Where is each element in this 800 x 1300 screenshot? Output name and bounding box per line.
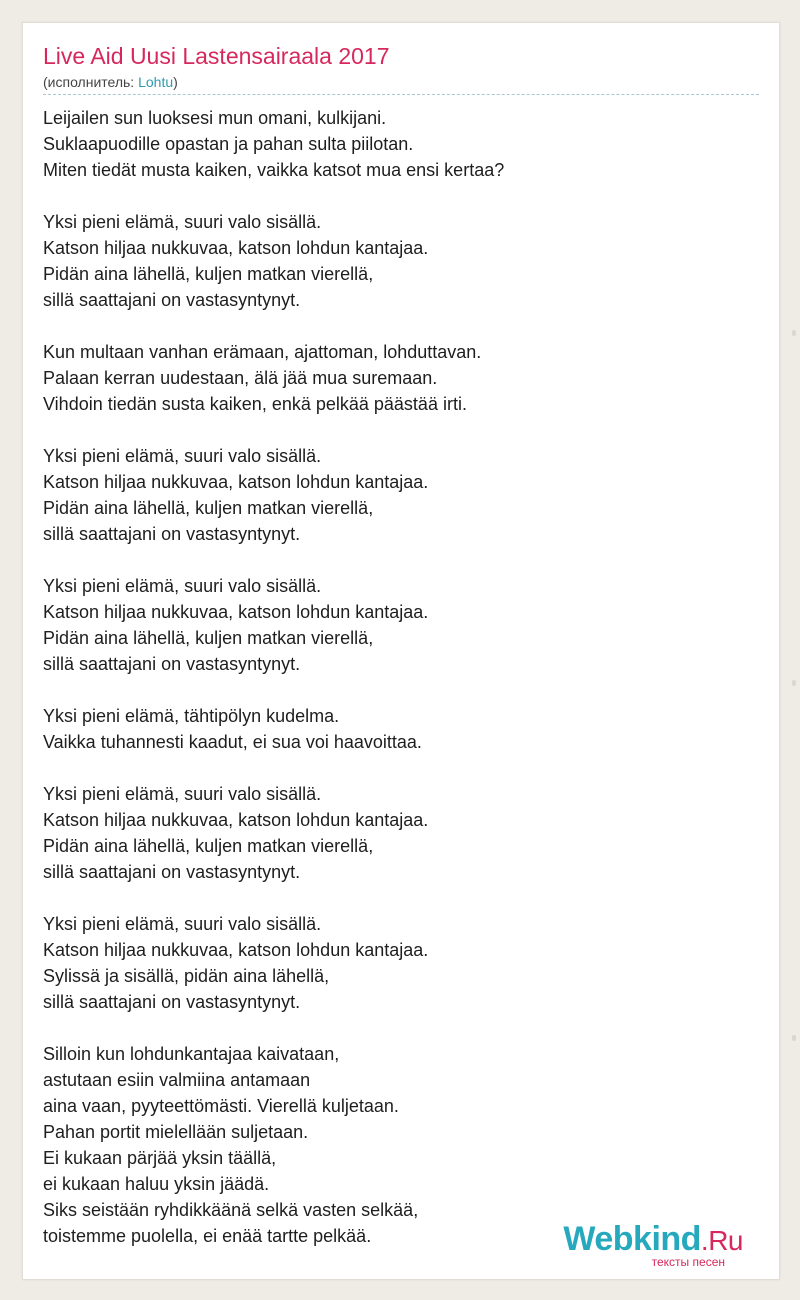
lyrics-stanza <box>43 209 759 313</box>
lyric-line: Silloin kun lohdunkantajaa kaivataan, <box>43 1044 340 1064</box>
lyric-line: Palaan kerran uudestaan, älä jää mua suremaan. <box>43 368 438 388</box>
lyrics-stanza <box>43 573 759 677</box>
lyric-line: Yksi pieni elämä, suuri valo sisällä. <box>43 784 322 804</box>
lyric-line: astutaan esiin valmiina antamaan <box>43 1070 311 1090</box>
lyrics-stanza <box>43 781 759 885</box>
lyric-line: Katson hiljaa nukkuvaa, katson lohdun kantajaa. <box>43 238 429 258</box>
song-title: Live Aid Uusi Lastensairaala 2017 <box>43 43 390 69</box>
lyrics-body <box>43 105 759 1275</box>
lyric-line: sillä saattajani on vastasyntynyt. <box>43 992 301 1012</box>
lyric-line: Yksi pieni elämä, tähtipölyn kudelma. <box>43 706 340 726</box>
lyric-line: Yksi pieni elämä, suuri valo sisällä. <box>43 212 322 232</box>
lyric-line: Katson hiljaa nukkuvaa, katson lohdun kantajaa. <box>43 810 429 830</box>
lyric-line: Kun multaan vanhan erämaan, ajattoman, lohduttavan. <box>43 342 482 362</box>
artist-suffix: ) <box>173 74 178 90</box>
lyric-line: ei kukaan haluu yksin jäädä. <box>43 1174 270 1194</box>
lyrics-stanza <box>43 339 759 417</box>
lyric-line: Katson hiljaa nukkuvaa, katson lohdun kantajaa. <box>43 940 429 960</box>
lyrics-stanza <box>43 443 759 547</box>
edge-mark <box>792 330 796 336</box>
artist-line <box>43 74 178 90</box>
edge-mark <box>792 680 796 686</box>
lyric-line: sillä saattajani on vastasyntynyt. <box>43 290 301 310</box>
site-logo[interactable] <box>563 1221 743 1269</box>
lyric-line: Pahan portit mielellään suljetaan. <box>43 1122 309 1142</box>
lyrics-stanza <box>43 703 759 755</box>
lyric-line: Leijailen sun luoksesi mun omani, kulkijani. <box>43 108 387 128</box>
lyric-line: Ei kukaan pärjää yksin täällä, <box>43 1148 277 1168</box>
artist-link[interactable]: Lohtu <box>138 74 174 90</box>
lyric-line: Katson hiljaa nukkuvaa, katson lohdun kantajaa. <box>43 602 429 622</box>
lyric-line: Yksi pieni elämä, suuri valo sisällä. <box>43 576 322 596</box>
edge-mark <box>792 1035 796 1041</box>
lyric-line: Yksi pieni elämä, suuri valo sisällä. <box>43 446 322 466</box>
logo-tagline: тексты песен <box>651 1255 725 1269</box>
lyric-line: aina vaan, pyyteettömästi. Vierellä kuljetaan. <box>43 1096 399 1116</box>
logo-tld: .Ru <box>700 1225 743 1256</box>
lyric-line: Katson hiljaa nukkuvaa, katson lohdun kantajaa. <box>43 472 429 492</box>
lyric-line: Vaikka tuhannesti kaadut, ei sua voi haavoittaa. <box>43 732 422 752</box>
lyric-line: sillä saattajani on vastasyntynyt. <box>43 862 301 882</box>
lyrics-stanza <box>43 1041 759 1249</box>
lyric-line: Pidän aina lähellä, kuljen matkan vierellä, <box>43 628 374 648</box>
lyrics-card <box>22 22 780 1280</box>
lyrics-stanza <box>43 105 759 183</box>
lyric-line: sillä saattajani on vastasyntynyt. <box>43 524 301 544</box>
lyric-line: Yksi pieni elämä, suuri valo sisällä. <box>43 914 322 934</box>
lyrics-stanza <box>43 911 759 1015</box>
artist-prefix: (исполнитель: <box>43 74 139 90</box>
lyric-line: Siks seistään ryhdikkäänä selkä vasten selkää, <box>43 1200 419 1220</box>
lyric-line: Vihdoin tiedän susta kaiken, enkä pelkää päästää irti. <box>43 394 467 414</box>
lyric-line: sillä saattajani on vastasyntynyt. <box>43 654 301 674</box>
lyric-line: Suklaapuodille opastan ja pahan sulta piilotan. <box>43 134 414 154</box>
title-divider <box>43 94 759 95</box>
lyric-line: Sylissä ja sisällä, pidän aina lähellä, <box>43 966 330 986</box>
lyric-line: toistemme puolella, ei enää tartte pelkää. <box>43 1226 372 1246</box>
lyric-line: Miten tiedät musta kaiken, vaikka katsot mua ensi kertaa? <box>43 160 505 180</box>
lyric-line: Pidän aina lähellä, kuljen matkan vierellä, <box>43 836 374 856</box>
logo-name: Webkind <box>563 1220 701 1258</box>
lyric-line: Pidän aina lähellä, kuljen matkan vierellä, <box>43 264 374 284</box>
lyric-line: Pidän aina lähellä, kuljen matkan vierellä, <box>43 498 374 518</box>
